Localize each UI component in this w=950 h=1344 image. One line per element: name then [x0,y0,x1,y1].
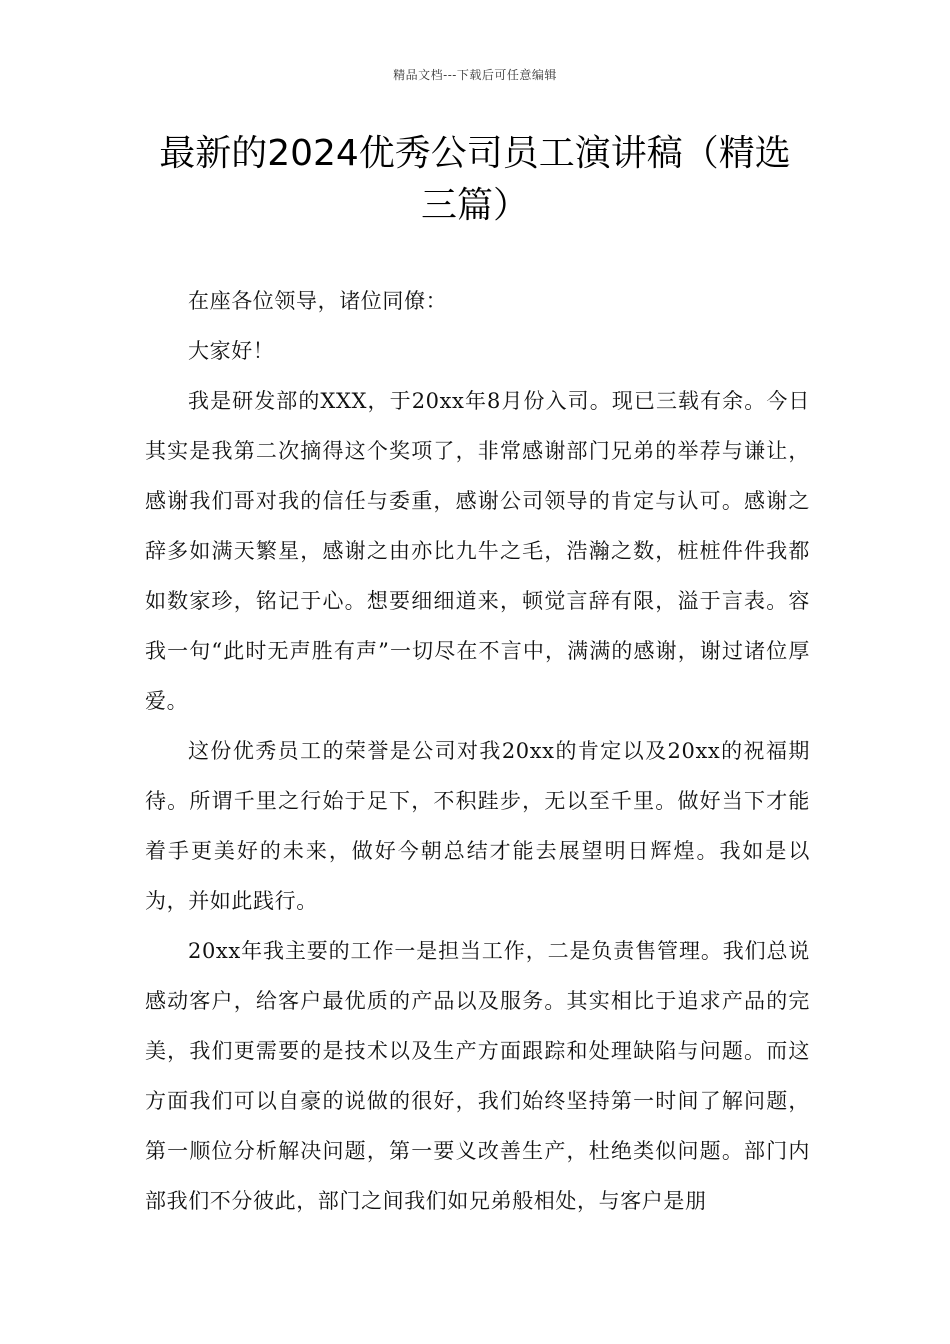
greeting-paragraph: 大家好！ [188,339,275,363]
body-paragraph: 这份优秀员工的荣誉是公司对我20xx的肯定以及20xx的祝福期待。所谓千里之行始于足下，不积跬步，无以至千里。做好当下才能着手更美好的未来，做好今朝总结才能去展望明日辉煌。我如是以为，并如此践行。 [145,739,810,913]
header-note: 精品文档---下载后可任意编辑 [393,68,557,82]
salutation-paragraph: 在座各位领导，诸位同僚： [188,289,448,313]
body-paragraph: 20xx年我主要的工作一是担当工作，二是负责售管理。我们总说感动客户，给客户最优质的产品以及服务。其实相比于追求产品的完美，我们更需要的是技术以及生产方面跟踪和处理缺陷与问题。而这方面我们可以自豪的说做的很好，我们始终坚持第一时间了解问题，第一顺位分析解决问题，第一要义改善生产，杜绝类似问题。部门内部我们不分彼此，部门之间我们如兄弟般相处，与客户是朋 [145,939,810,1213]
document-title: 最新的2024优秀公司员工演讲稿（精选三篇） [159,133,791,226]
document-body [145,276,810,1226]
body-paragraph: 我是研发部的XXX，于20xx年8月份入司。现已三载有余。今日其实是我第二次摘得这个奖项了，非常感谢部门兄弟的举荐与谦让，感谢我们哥对我的信任与委重，感谢公司领导的肯定与认可。感谢之辞多如满天繁星，感谢之由亦比九牛之毛，浩瀚之数，桩桩件件我都如数家珍，铭记于心。想要细细道来，顿觉言辞有限，溢于言表。容我一句“此时无声胜有声”一切尽在不言中，满满的感谢，谢过诸位厚爱。 [145,389,810,713]
